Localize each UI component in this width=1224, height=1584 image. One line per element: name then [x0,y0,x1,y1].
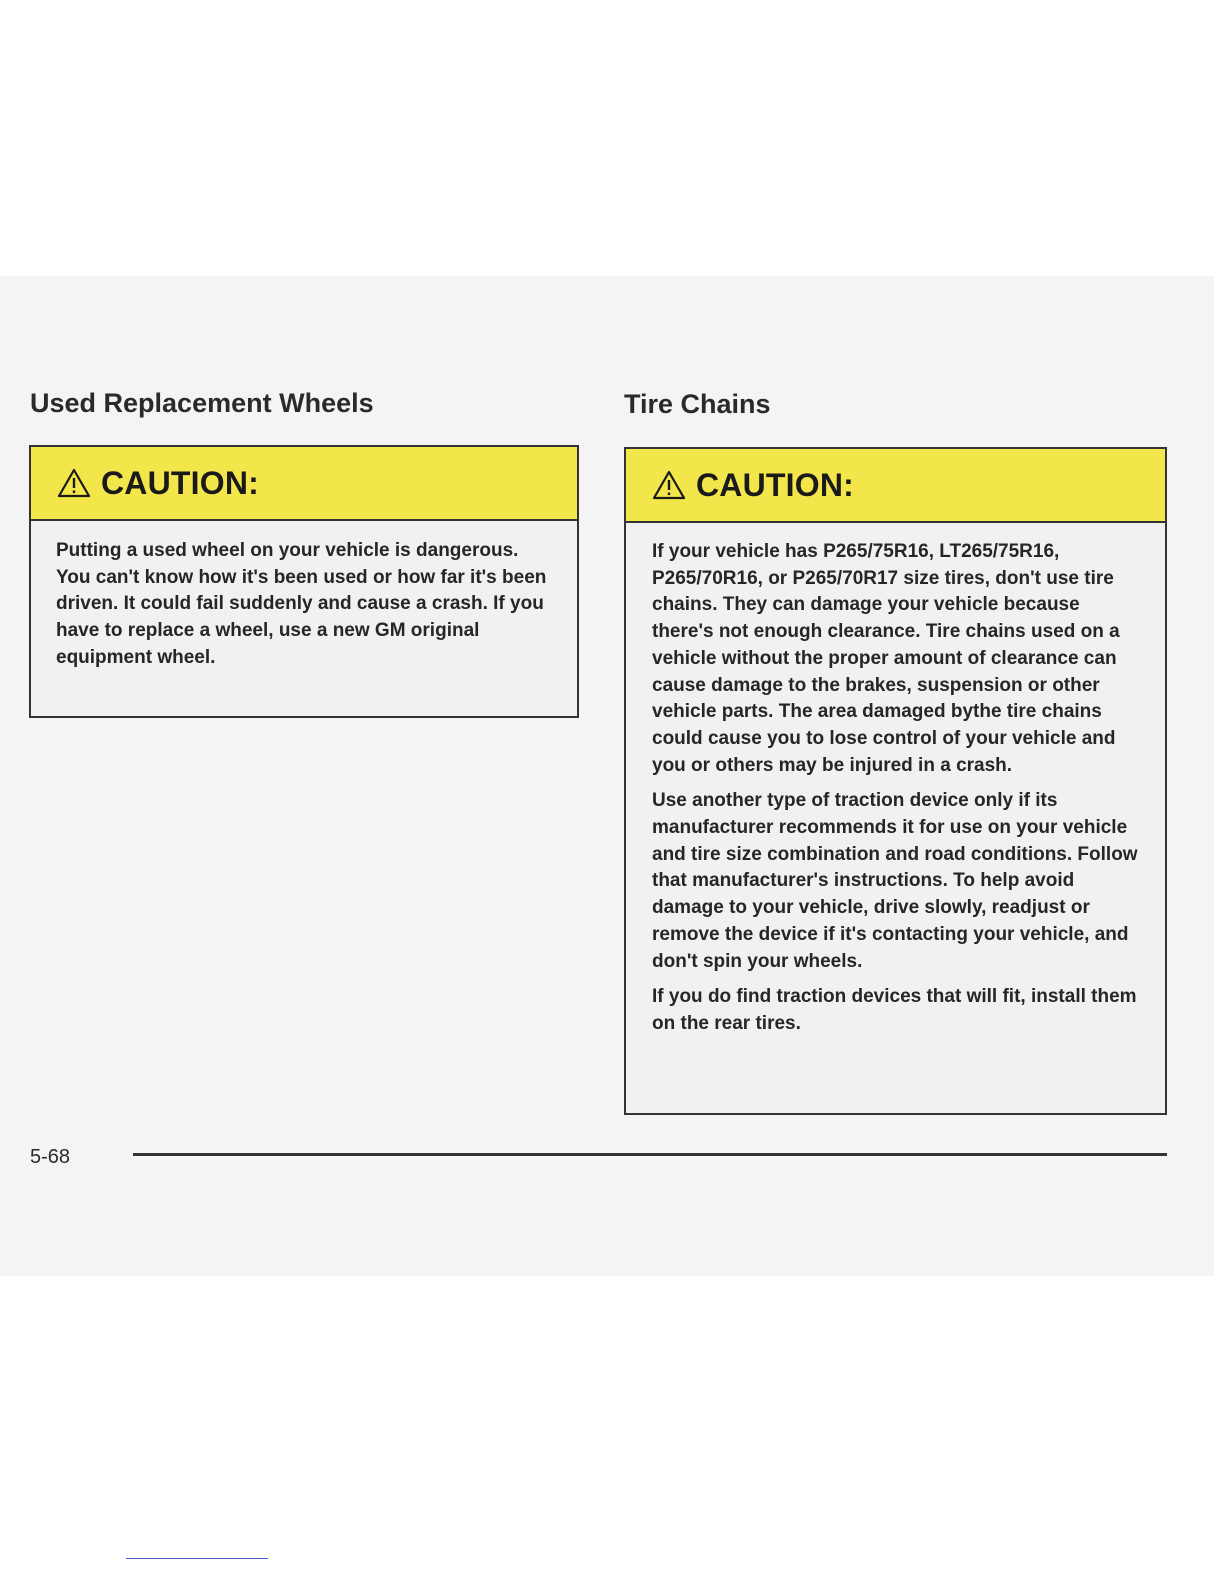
caution-paragraph: If your vehicle has P265/75R16, LT265/75R16, P265/70R16, or P265/70R17 size tires, don't use tire chains. They can damage your vehicle because there's not enough clearance. Tire chains used on a vehicle without the proper amount of clearance can cause damage to the brakes, suspension or other vehicle parts. The area damaged bythe tire chains could cause you to lose control of your vehicle and you or others may be injured in a crash. [652,541,1120,776]
caution-paragraph: Use another type of traction device only if its manufacturer recommends it for use on your vehicle and tire size combination and road conditions. Follow that manufacturer's instructions. To help avoid damage to your vehicle, drive slowly, readjust or remove the device if it's contacting your vehicle, and don't spin your wheels. [652,790,1138,972]
caution-paragraph: If you do find traction devices that will fit, install them on the rear tires. [652,986,1137,1034]
section-heading-used-replacement-wheels: Used Replacement Wheels [30,388,374,418]
caution-body [626,523,1165,1038]
footer-rule [133,1153,1167,1156]
caution-box-tire-chains [624,447,1167,1115]
caution-label: CAUTION: [101,464,260,501]
warning-triangle-icon [652,470,686,500]
section-heading-tire-chains: Tire Chains [624,389,771,419]
caution-body [31,521,577,672]
caution-header [626,449,1165,523]
warning-triangle-icon [57,468,91,498]
caution-paragraph: Putting a used wheel on your vehicle is dangerous. You can't know how it's been used or how far it's been driven. It could fail suddenly and cause a crash. If you have to replace a wheel, use a new GM original equipment wheel. [56,540,547,668]
page-number: 5-68 [30,1146,71,1168]
caution-header [31,447,577,521]
caution-label: CAUTION: [696,466,855,503]
caution-box-used-wheels [29,445,579,718]
bottom-divider [126,1558,268,1559]
